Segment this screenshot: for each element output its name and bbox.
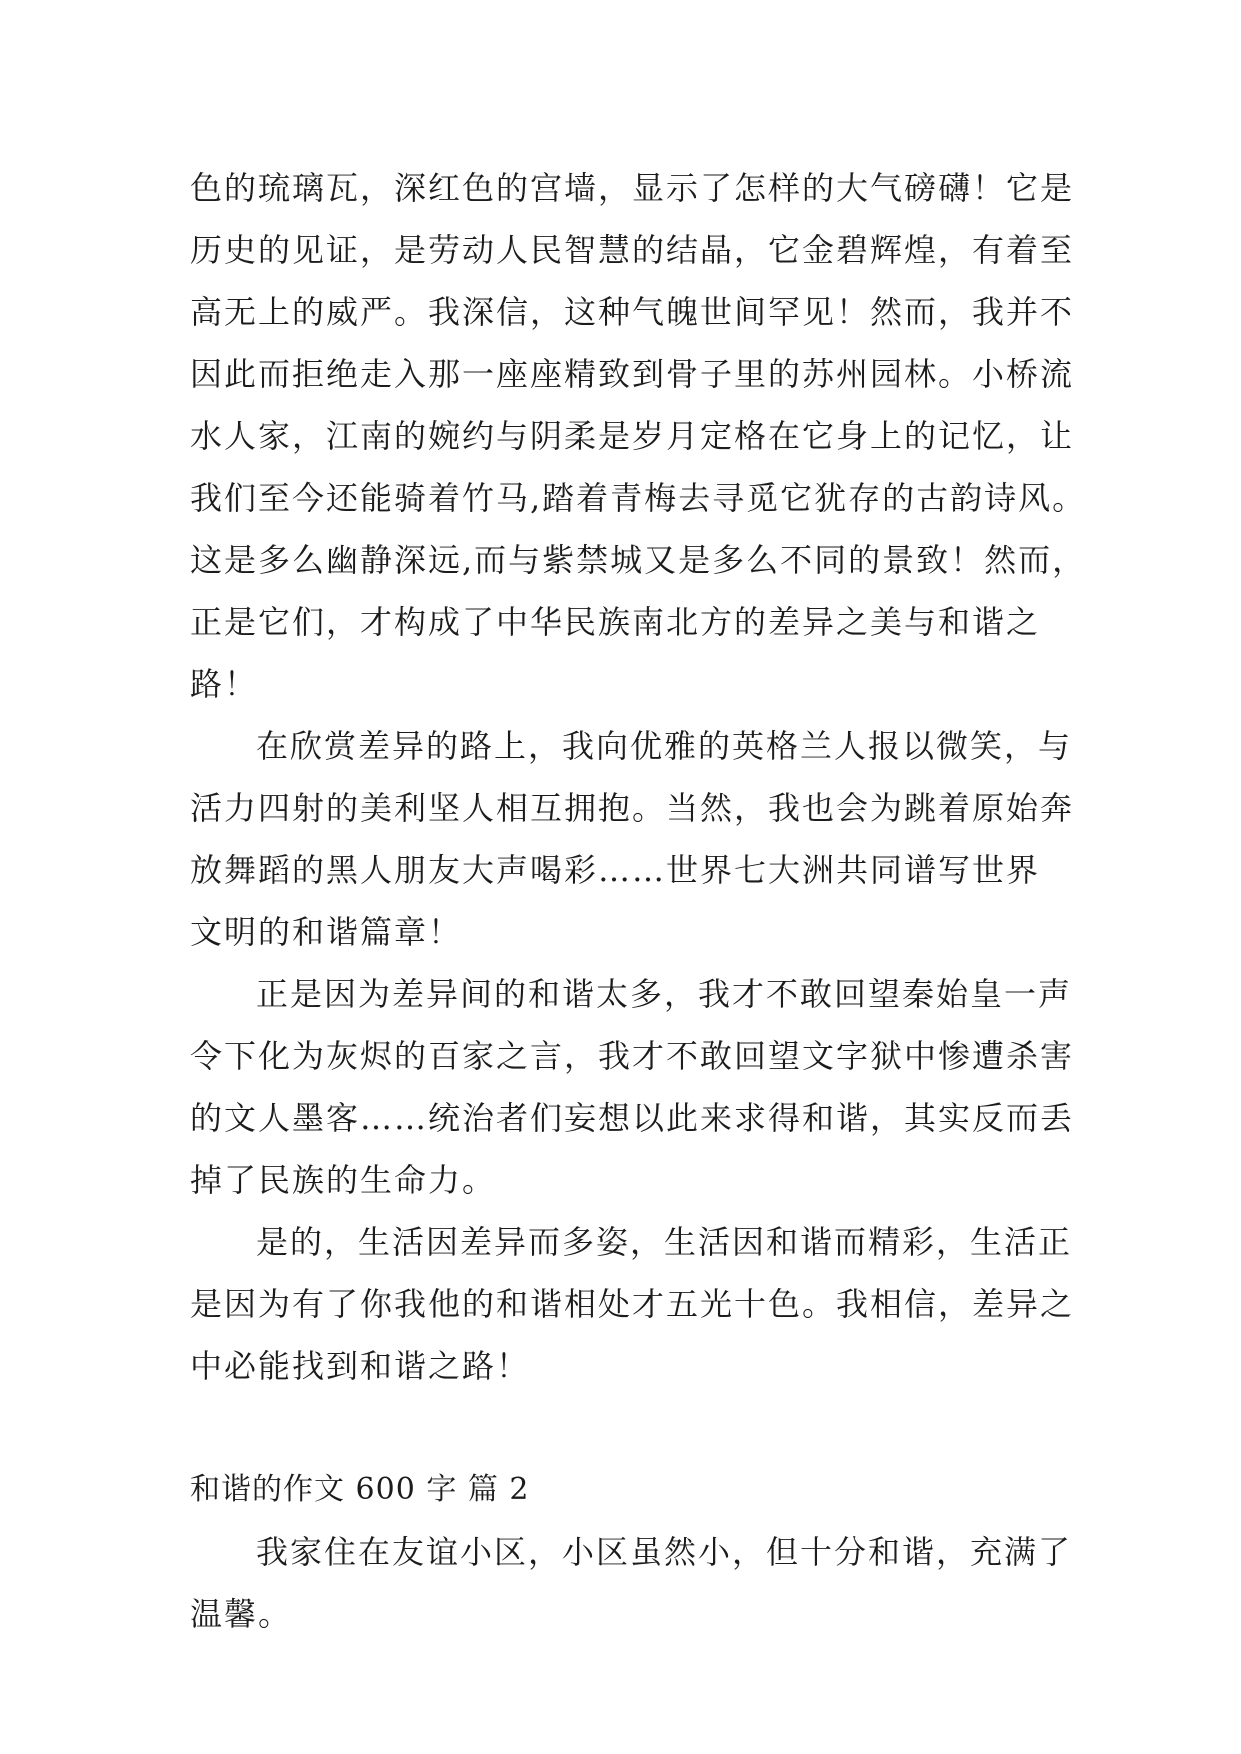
text-line: 掉了民族的生命力。 (190, 1161, 497, 1199)
text-line: 高无上的威严。我深信，这种气魄世间罕见！然而，我并不 (190, 293, 1075, 331)
text-line: 我们至今还能骑着竹马,踏着青梅去寻觅它犹存的古韵诗风。 (190, 479, 1087, 517)
text-line: 正是它们，才构成了中华民族南北方的差异之美与和谐之 (190, 603, 1041, 641)
text-line: 温馨。 (190, 1595, 293, 1633)
text-line: 文明的和谐篇章！ (190, 913, 463, 951)
text-line: 色的琉璃瓦，深红色的宫墙，显示了怎样的大气磅礴！它是 (190, 169, 1075, 207)
text-line: 令下化为灰烬的百家之言，我才不敢回望文字狱中惨遭杀害 (190, 1037, 1075, 1075)
text-line: 的文人墨客……统治者们妄想以此来求得和谐，其实反而丢 (190, 1099, 1075, 1137)
text-line: 路！ (190, 665, 259, 703)
text-line: 活力四射的美利坚人相互拥抱。当然，我也会为跳着原始奔 (190, 789, 1075, 827)
paragraph-first-line: 在欣赏差异的路上，我向优雅的英格兰人报以微笑，与 (256, 727, 1073, 765)
text-line: 历史的见证，是劳动人民智慧的结晶，它金碧辉煌，有着至 (190, 231, 1075, 269)
paragraph-first-line: 正是因为差异间的和谐太多，我才不敢回望秦始皇一声 (256, 975, 1073, 1013)
text-line: 放舞蹈的黑人朋友大声喝彩……世界七大洲共同谱写世界 (190, 851, 1041, 889)
section-heading: 和谐的作文 600 字 篇 2 (190, 1472, 530, 1507)
paragraph-first-line: 我家住在友谊小区，小区虽然小，但十分和谐，充满了 (256, 1533, 1073, 1571)
text-line: 中必能找到和谐之路！ (190, 1347, 531, 1385)
text-line: 是因为有了你我他的和谐相处才五光十色。我相信，差异之 (190, 1285, 1075, 1323)
text-line: 这是多么幽静深远,而与紫禁城又是多么不同的景致！然而， (190, 541, 1087, 579)
paragraph-first-line: 是的，生活因差异而多姿，生活因和谐而精彩，生活正 (256, 1223, 1073, 1261)
text-line: 水人家，江南的婉约与阴柔是岁月定格在它身上的记忆，让 (190, 417, 1075, 455)
text-line: 因此而拒绝走入那一座座精致到骨子里的苏州园林。小桥流 (190, 355, 1075, 393)
